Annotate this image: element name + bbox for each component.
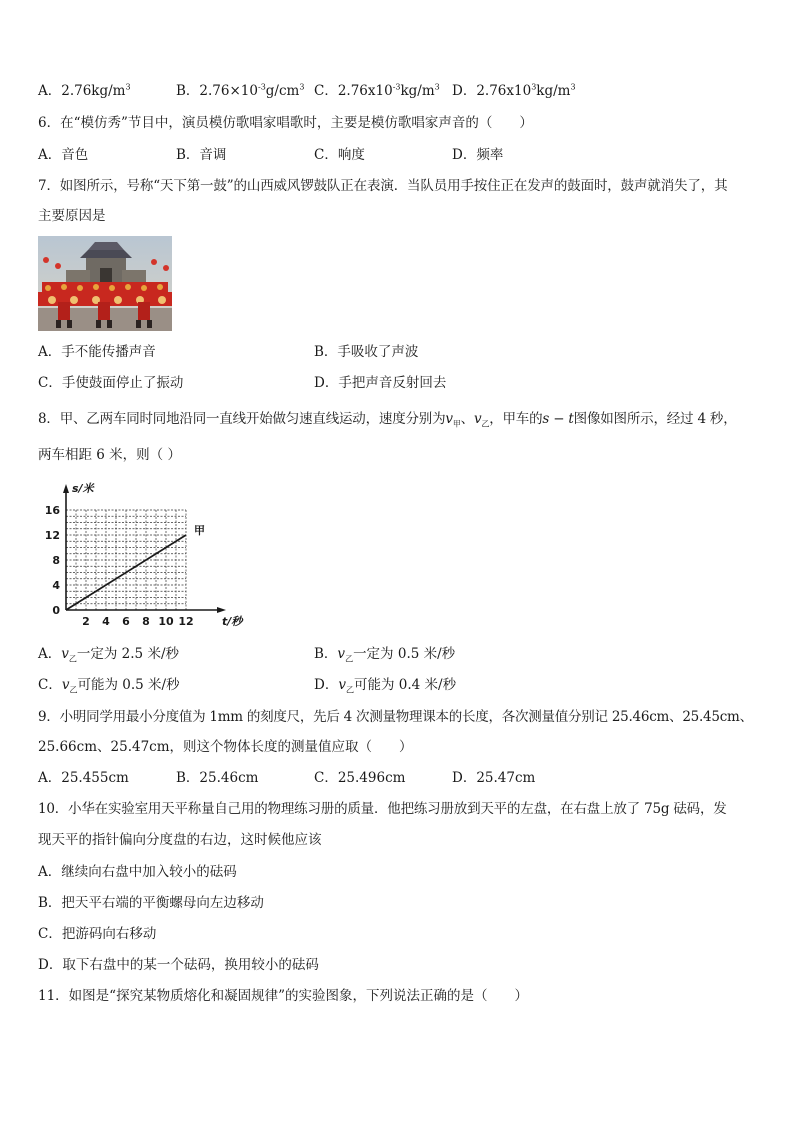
drum-performance-photo — [38, 236, 172, 331]
q9-stem-line1: 9．小明同学用最小分度值为 1mm 的刻度尺，先后 4 次测量物理课本的长度，各次测量值分别记 25.46cm、25.45cm、 — [38, 709, 753, 725]
q10-stem-line1: 10．小华在实验室用天平称量自己用的物理练习册的质量．他把练习册放到天平的左盘，在右盘上放了 75g 砝码，发 — [38, 801, 727, 817]
y-axis-label: s/米 — [72, 482, 94, 495]
x-tick-label: 2 — [82, 615, 90, 628]
q9-option-d: D．25.47cm — [452, 770, 536, 786]
y-tick-label: 8 — [52, 554, 60, 567]
origin-label: 0 — [52, 604, 60, 617]
q8-stem-line2: 两车相距 6 米，则（ ） — [38, 447, 181, 463]
q10-option-b: B．把天平右端的平衡螺母向左边移动 — [38, 895, 264, 911]
q8-option-a: A．$v_乙$一定为 2.5 米/秒 — [38, 646, 179, 664]
graph-labels — [45, 482, 245, 628]
y-tick-label: 16 — [44, 504, 60, 517]
q6-stem: 6．在“模仿秀”节目中，演员模仿歌唱家唱歌时，主要是模仿歌唱家声音的（ ） — [38, 115, 533, 131]
distance-time-graph — [38, 477, 243, 628]
x-tick-label: 8 — [142, 615, 150, 628]
q8-option-b: B．$v_乙$一定为 0.5 米/秒 — [314, 646, 456, 664]
q7-option-a: A．手不能传播声音 — [38, 344, 156, 360]
q7-stem-line2: 主要原因是 — [38, 208, 106, 224]
x-tick-label: 6 — [122, 615, 130, 628]
q6-option-d: D．频率 — [452, 147, 504, 163]
q8-option-c: C．$v_乙$可能为 0.5 米/秒 — [38, 677, 180, 695]
q8-stem-line1: 8．甲、乙两车同时同地沿同一直线开始做匀速直线运动，速度分别为$v_甲$、$v_乙$，甲车的s − t图像如图所示，经过 4 秒， — [38, 411, 737, 429]
graph-grid — [66, 510, 186, 610]
x-axis-arrow — [217, 607, 226, 613]
x-tick-label: 10 — [158, 615, 174, 628]
y-tick-label: 4 — [52, 579, 60, 592]
x-tick-label: 4 — [102, 615, 110, 628]
q6-option-b: B．音调 — [176, 147, 227, 163]
q5-option-b: B．$2.76\times 10^{-3}g/cm^3$ — [176, 82, 305, 99]
q5-option-a: A．$2.76kg/m^3$ — [38, 82, 131, 99]
y-axis-arrow — [63, 484, 69, 493]
q11-stem: 11．如图是“探究某物质熔化和凝固规律”的实验图象，下列说法正确的是（ ） — [38, 988, 528, 1004]
q10-option-a: A．继续向右盘中加入较小的砝码 — [38, 864, 237, 880]
q6-option-a: A．音色 — [38, 147, 89, 163]
q7-stem-line1: 7．如图所示，号称“天下第一鼓”的山西威风锣鼓队正在表演．当队员用手按住正在发声的鼓面时，鼓声就消失了，其 — [38, 178, 728, 194]
q9-option-a: A．25.455cm — [38, 770, 129, 786]
q5-option-d: D．$2.76x10^3kg/m^3$ — [452, 82, 576, 99]
q10-stem-line2: 现天平的指针偏向分度盘的右边，这时候他应该 — [38, 832, 322, 848]
q7-option-c: C．手使鼓面停止了振动 — [38, 375, 184, 391]
x-axis-label: t/秒 — [222, 615, 243, 628]
q7-option-b: B．手吸收了声波 — [314, 344, 419, 360]
q6-option-c: C．响度 — [314, 147, 365, 163]
q7-option-d: D．手把声音反射回去 — [314, 375, 447, 391]
q5-option-c: C．$2.76x10^{-3}kg/m^3$ — [314, 82, 440, 99]
series-label-jia: 甲 — [194, 524, 205, 537]
q8-option-d: D．$v_乙$可能为 0.4 米/秒 — [314, 677, 457, 695]
q9-option-c: C．25.496cm — [314, 770, 406, 786]
y-tick-label: 12 — [44, 529, 60, 542]
q10-option-c: C．把游码向右移动 — [38, 926, 157, 942]
drum-performance-illustration — [38, 236, 172, 331]
q9-option-b: B．25.46cm — [176, 770, 259, 786]
q9-stem-line2: 25.66cm、25.47cm，则这个物体长度的测量值应取（ ） — [38, 739, 413, 755]
x-tick-label: 12 — [178, 615, 194, 628]
graph-axes — [63, 484, 226, 613]
q10-option-d: D．取下右盘中的某一个砝码，换用较小的砝码 — [38, 957, 319, 973]
